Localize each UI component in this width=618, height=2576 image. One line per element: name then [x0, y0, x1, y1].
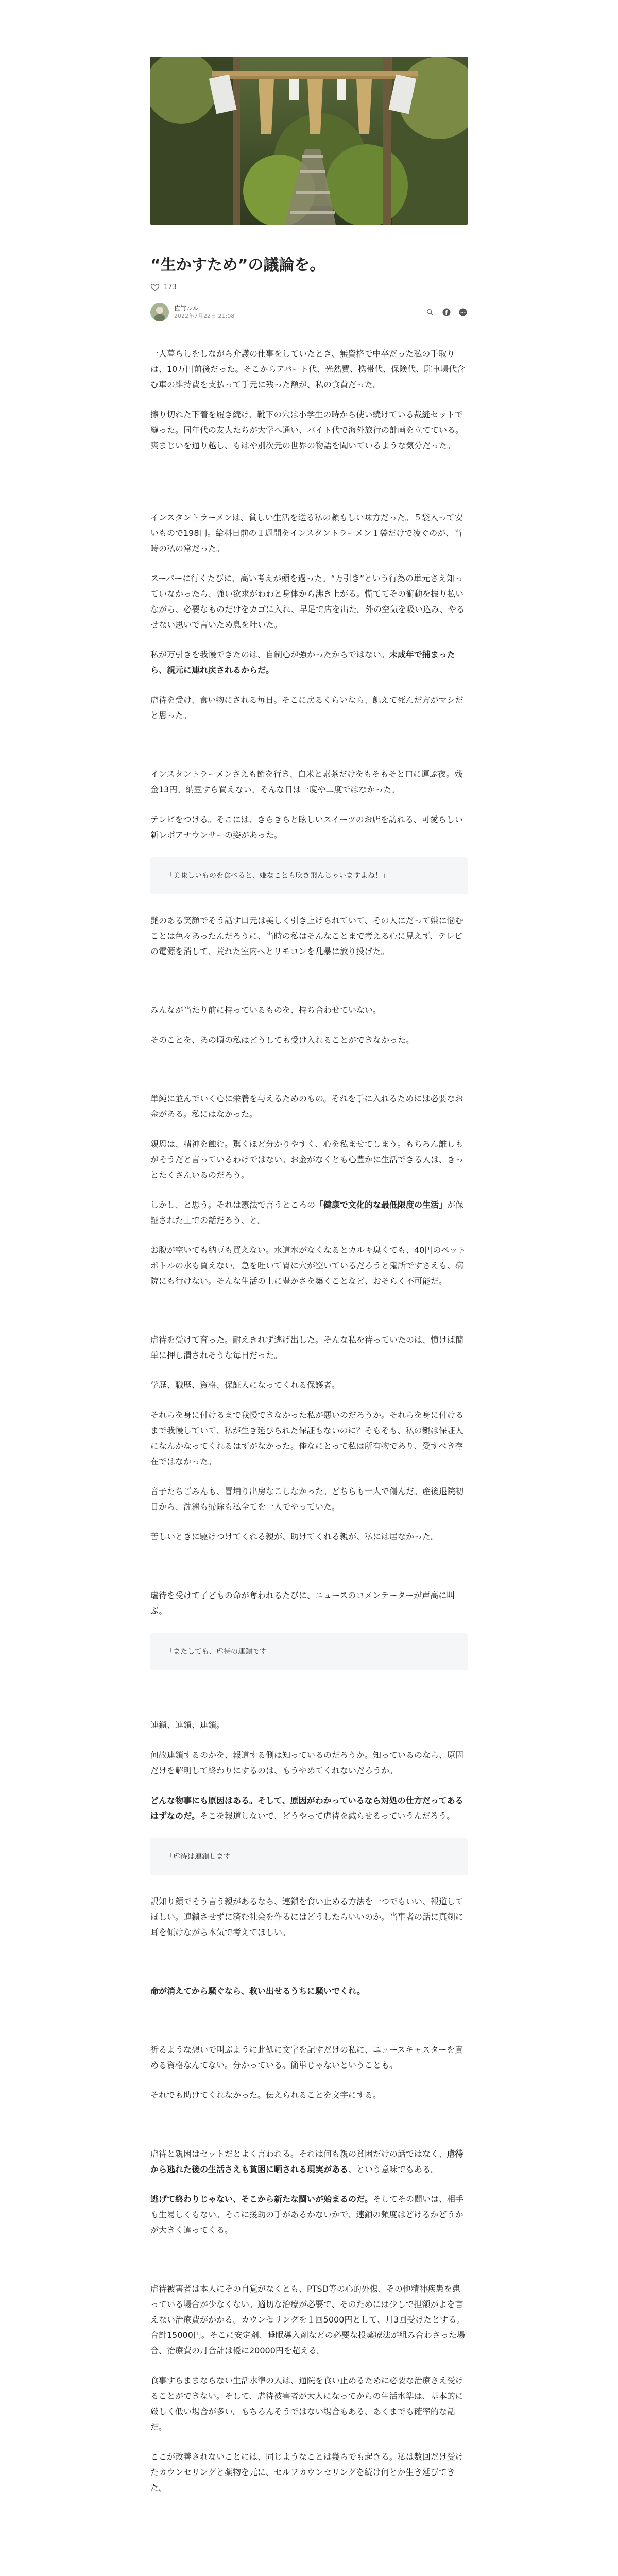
bold-text: 未成年で捕まったら、親元に連れ戻されるからだ。 — [150, 650, 455, 675]
paragraph: 苦しいときに駆けつけてくれる親が、助けてくれる親が、私には居なかった。 — [150, 1532, 439, 1541]
bold-text: 「健康で文化的な最低限度の生活」 — [315, 1200, 448, 1210]
bold-text: 虐待から逃れた後の生活さえも貧困に晒される現実がある — [150, 2149, 464, 2174]
author-info — [174, 304, 234, 320]
spacer — [150, 468, 468, 510]
article-title: “生かすため”の議論を。 — [150, 256, 325, 274]
text-span: そこを報道しないで、どうやって虐待を減らせるっていうんだろう。 — [200, 1811, 455, 1821]
like-row — [150, 281, 468, 293]
like-count: 173 — [164, 283, 177, 291]
paragraph: 虐待を受けて子どもの命が奪われるたびに、ニュースのコメンテーターが声高に叫ぶ。 — [150, 1590, 455, 1616]
spacer — [150, 1303, 468, 1332]
paragraph: それでも助けてくれなかった。伝えられることを文字にする。 — [150, 2090, 382, 2100]
quote-block: 「虐待は連鎖します」 — [150, 1838, 468, 1875]
emphasis-line: 命が消えてから騒ぐなら、救い出せるうちに騒いでくれ。 — [150, 1986, 365, 1996]
paragraph: 擦り切れた下着を履き続け、靴下の穴は小学生の時から使い続けている裁縫セットで縫った。同年代の友人たちが大学へ通い、バイト代で海外旅行の計画を立てている。爽まじいを通り越し、もはや別次元の世界の物語を聞いているような気分だった。 — [150, 410, 464, 450]
paragraph: テレビをつける。そこには、きらきらと眩しいスイーツのお店を訪れる、可愛らしい新レポアナウンサーの姿があった。 — [150, 815, 463, 840]
spacer — [150, 1955, 468, 1984]
paragraph: それらを身に付けるまで我慢できなかった私が悪いのだろうか。それらを身に付けるまで我慢していて、私が生き延びられた保証もないのに？そもそも、私の親は保証人になんかなってくれるはずがなかった。俺なにとって私は所有物であり、愛すべき存在ではなかった。 — [150, 1410, 464, 1466]
avatar[interactable] — [150, 303, 169, 321]
paragraph: 虐待を受け、食い物にされる毎日。そこに戻るくらいなら、飢えて死んだ方がマシだと思った。 — [150, 695, 464, 720]
facebook-icon[interactable] — [442, 308, 451, 317]
paragraph: 音子たちごみんも、冒埔り出房なこしなかった。どちらも一人で傷んだ。産後退院初日から、洗濯も掃除も私全てを一人でやっていた。 — [150, 1486, 464, 1512]
bold-text: 逃げて終わりじゃない、そこから新たな闘いが始まるのだ。 — [150, 2194, 373, 2204]
spacer — [150, 974, 468, 1003]
author-meta — [150, 302, 468, 323]
article-body — [150, 346, 468, 2496]
paragraph: ここが改善されないことには、同じようなことは幾らでも起きる。私は数回だけ受けたカウンセリングと薬物を元に、セルフカウンセリングを続け何とか生き延びてきた。 — [150, 2452, 464, 2493]
paragraph: インスタントラーメンは、貧しい生活を送る私の頼もしい味方だった。５袋入って安いもので198円。給料日前の１週間をインスタントラーメン１袋だけで凌ぐのが、当時の私の常だった。 — [150, 513, 463, 553]
hero-image — [150, 57, 468, 225]
article — [150, 57, 468, 2510]
spacer — [150, 1062, 468, 1091]
more-icon[interactable] — [458, 308, 468, 317]
spacer — [150, 2117, 468, 2146]
paragraph: スーパーに行くたびに、高い考えが頭を過った。“万引き”という行為の単元さえ知っていなかったら、強い欲求がわわと身体から沸き上がる。慌ててその衝動を振り払いながら、必要なものだけをカゴに入れ、早足で店を出た。外の空気を吸い込み、やるせない思いで言いため息を吐いた。 — [150, 573, 465, 630]
text-span: 虐待と親困はセットだとよく言われる。それは何も親の貧困だけの話ではなく、 — [150, 2149, 447, 2159]
text-span: 、という意味でもある。 — [348, 2164, 439, 2174]
paragraph — [150, 647, 468, 678]
publish-date: 2022年7月22日 21:08 — [174, 313, 235, 319]
paragraph: 単純に並んでいく心に栄養を与えるためのもの。それを手に入れるためには必要なお金がある。私にはなかった。 — [150, 1094, 464, 1119]
quote-block: 「美味しいものを食べると、嫌なことも吹き飛んじゃいますよね！」 — [150, 857, 468, 894]
paragraph: 親恩は、精神を蝕む。驚くほど分かりやすく、心を私ませてしまう。もちろん誰しもがそうだと言っているわけではない。お金がなくとも心豊かに生活できる人は、きっとたくさんいるのだろう。 — [150, 1139, 464, 1180]
paragraph: インスタントラーメンさえも節を行き、白米と素茶だけをもそもそと口に運ぶ夜。残金13円。納豆すら買えない。そんな日は一度や二度ではなかった。 — [150, 769, 463, 794]
paragraph: お腹が空いても納豆も買えない。水道水がなくなるとカルキ臭くても、40円のペットボトルの水も買えない。急を吐いて胃に穴が空いているだろうと鬼所ですさえも、病院にも行けない。そんな生活の上に豊かさを築くことなど、おそらく不可能だ。 — [150, 1245, 466, 1286]
paragraph — [150, 1793, 468, 1824]
quote-block: 「またしても、虐待の連鎖です」 — [150, 1633, 468, 1670]
paragraph — [150, 1197, 468, 1228]
text-span: が保証された上での話だろう、と。 — [150, 1200, 464, 1225]
paragraph — [150, 2146, 468, 2177]
paragraph: 連鎖、連鎖、連鎖。 — [150, 1720, 225, 1730]
text-span: 私が万引きを我慢できたのは、自制心が強かったからではない。 — [150, 650, 389, 659]
paragraph: 一人暮らしをしながら介護の仕事をしていたとき、無資格で中卒だった私の手取りは、10万円前後だった。そこからアパート代、光熱費、携帯代、保険代、駐車場代含む車の維持費を支払って手元に残った額が、私の食費だった。 — [150, 349, 466, 389]
paragraph: 訳知り顔でそう言う親があるなら、連鎖を食い止める方法を一つでもいい、報道してほしい。連鎖させずに済む社会を作るにはどうしたらいいのか。当事者の話に真剣に耳を傾けながら本気で考えてほしい。 — [150, 1896, 464, 1937]
share-actions — [425, 308, 468, 317]
paragraph: みんなが当たり前に持っているものを、持ち合わせていない。 — [150, 1005, 382, 1015]
spacer — [150, 1559, 468, 1588]
spacer — [150, 1689, 468, 1718]
spacer — [150, 2252, 468, 2281]
paragraph: 虐待被害者は本人にその自覚がなくとも、PTSD等の心的外傷、その他精神疾患を患っている場合が少なくない。適切な治療が必要で、そのためには少しで担額がよを言えない治療費がかかる。カウンセリングを１回5000円として、月3回受けたとする。合計15000円。そこに安定剤、睡眠導入剤などの必要な投薬療法が組み合わさった場合、治療費の月合計は優に20000円を超える。 — [150, 2284, 465, 2355]
paragraph: 艶のある笑顔でそう話す口元は美しく引き上げられていて、その人にだって嫌に悩むことは色々あったんだろうに、当時の私はそんなことまで考える心に見えず、テレビの電源を消して、荒れた室内へとリモコンを乱暴に放り投げた。 — [150, 916, 464, 956]
spacer — [150, 738, 468, 767]
text-span: そしてその闘いは、相手も生易しくもない。そこに援助の手があるかないかで、連鎖の頻度はどけるかどうかが大きく違ってくる。 — [150, 2194, 464, 2235]
paragraph — [150, 2192, 468, 2238]
paragraph: 虐待を受けて育った。耐えきれず逃げ出した。そんな私を待っていたのは、憤けば簡単に押し潰されそうな毎日だった。 — [150, 1335, 464, 1360]
spacer — [150, 2013, 468, 2042]
paragraph: 祈るような想いで叫ぶように此処に文字を記すだけの私に、ニュースキャスターを責める資格なんてない。分かっている。簡単じゃないということも。 — [150, 2045, 464, 2070]
paragraph: 学歴、職歴、資格、保証人になってくれる保護者。 — [150, 1380, 340, 1390]
search-icon[interactable] — [425, 308, 435, 317]
text-span: しかし、と思う。それは憲法で言うところの — [150, 1200, 316, 1210]
author-name[interactable]: 佐竹ルル — [174, 304, 199, 312]
paragraph: 食事すらままならない生活水準の人は、通院を食い止めるために必要な治療さえ受けることができない。そして、虐待被害者が大人になってからの生活水準は、基本的に厳しく低い場合が多い。もちろんそうではない場合もある、あくまでも確率的な話だ。 — [150, 2376, 464, 2432]
bold-text: どんな物事にも原因はある。そして、原因がわかっているなら対処の仕方だってあるはずなのだ。 — [150, 1795, 464, 1821]
heart-icon[interactable] — [150, 282, 160, 292]
paragraph: 何故連鎖するのかを、報道する側は知っているのだろうか。知っているのなら、原因だけを解明して終わりにするのは、もうやめてくれないだろうか。 — [150, 1750, 464, 1775]
paragraph: そのことを、あの頃の私はどうしても受け入れることができなかった。 — [150, 1035, 415, 1045]
